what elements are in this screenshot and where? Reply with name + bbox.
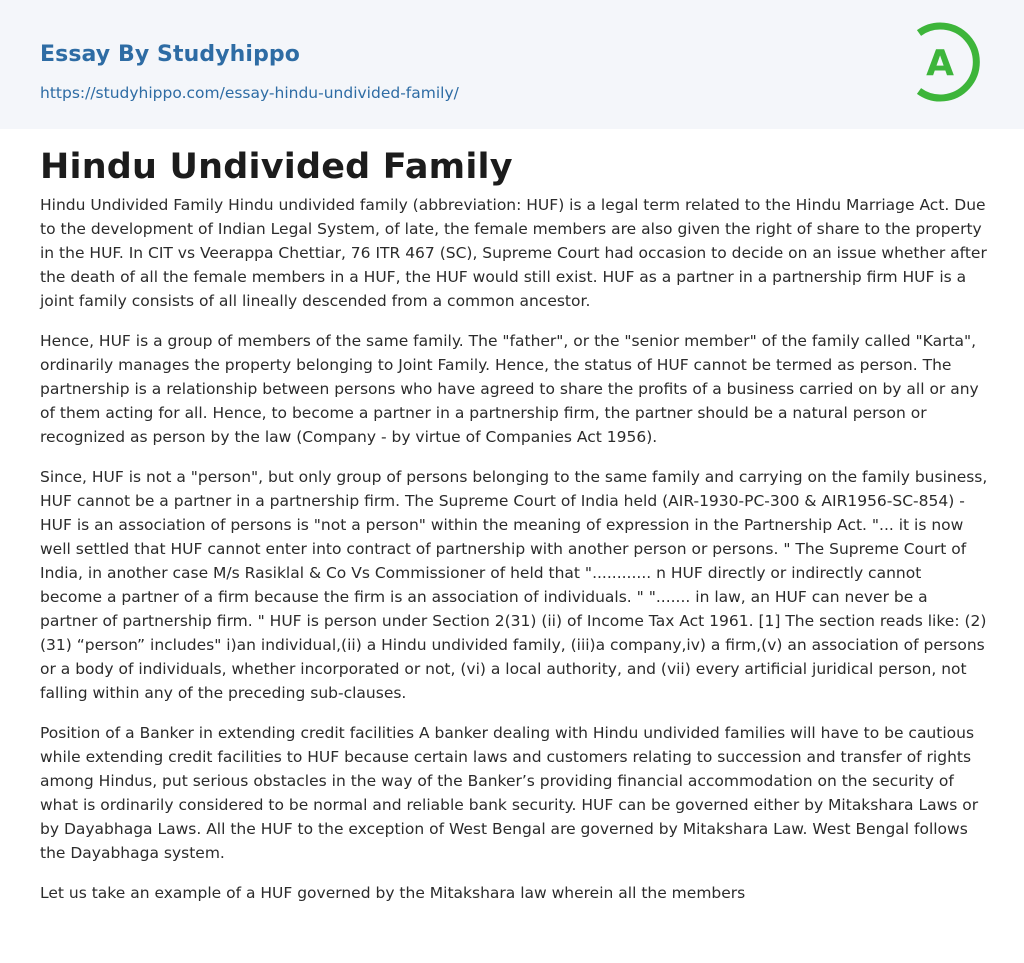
- logo-letter: A: [926, 43, 954, 84]
- article-paragraph-3: Since, HUF is not a "person", but only group of persons belonging to the same family and carrying on the family business, HUF cannot be a partner in a partnership firm. The Supreme Court of India held (AIR-1930-PC-300 & AIR1956-SC-854) - HUF is an association of persons is "not a person" within the meaning of expression in the Partnership Act. "... it is now well settled that HUF cannot enter into contract of partnership with another person or persons. " The Supreme Court of India, in another case M/s Rasiklal & Co Vs Commissioner of held that "............ n HUF directly or indirectly cannot become a partner of a firm because the firm is an association of individuals. " "....... in law, an HUF can never be a partner of partnership firm. " HUF is person under Section 2(31) (ii) of Income Tax Act 1961. [1] The section reads like: (2)(31) “person” includes" i)an individual,(ii) a Hindu undivided family, (iii)a company,iv) a firm,(v) an association of persons or a body of individuals, whether incorporated or not, (vi) a local authority, and (vii) every artificial juridical person, not falling within any of the preceding sub-clauses.: [40, 468, 988, 702]
- studyhippo-logo-icon[interactable]: [913, 20, 985, 104]
- site-brand-title[interactable]: Essay By Studyhippo: [40, 42, 300, 67]
- article-paragraph-1: Hindu Undivided Family Hindu undivided family (abbreviation: HUF) is a legal term related to the Hindu Marriage Act. Due to the development of Indian Legal System, of late, the female members are also given the right of share to the property in the HUF. In CIT vs Veerappa Chettiar, 76 ITR 467 (SC), Supreme Court had occasion to decide on an issue whether after the death of all the female members in a HUF, the HUF would still exist. HUF as a partner in a partnership firm HUF is a joint family consists of all lineally descended from a common ancestor.: [40, 196, 987, 310]
- article-paragraph-5: Let us take an example of a HUF governed by the Mitakshara law wherein all the members: [40, 884, 746, 902]
- article-body: [40, 129, 988, 921]
- site-header: [0, 0, 1024, 129]
- article-paragraph-4: Position of a Banker in extending credit facilities A banker dealing with Hindu undivided families will have to be cautious while extending credit facilities to HUF because certain laws and customers relating to succession and transfer of rights among Hindus, put serious obstacles in the way of the Banker’s providing financial accommodation on the security of what is ordinarily considered to be normal and reliable bank security. HUF can be governed either by Mitakshara Laws or by Dayabhaga Laws. All the HUF to the exception of West Bengal are governed by Mitakshara Law. West Bengal follows the Dayabhaga system.: [40, 724, 979, 862]
- page-title: Hindu Undivided Family: [40, 147, 513, 187]
- article-paragraph-2: Hence, HUF is a group of members of the same family. The "father", or the "senior member" of the family called "Karta", ordinarily manages the property belonging to Joint Family. Hence, the status of HUF cannot be termed as person. The partnership is a relationship between persons who have agreed to share the profits of a business carried on by all or any of them acting for all. Hence, to become a partner in a partnership firm, the partner should be a natural person or recognized as person by the law (Company - by virtue of Companies Act 1956).: [40, 332, 979, 446]
- source-url-link[interactable]: https://studyhippo.com/essay-hindu-undivided-family/: [40, 84, 459, 102]
